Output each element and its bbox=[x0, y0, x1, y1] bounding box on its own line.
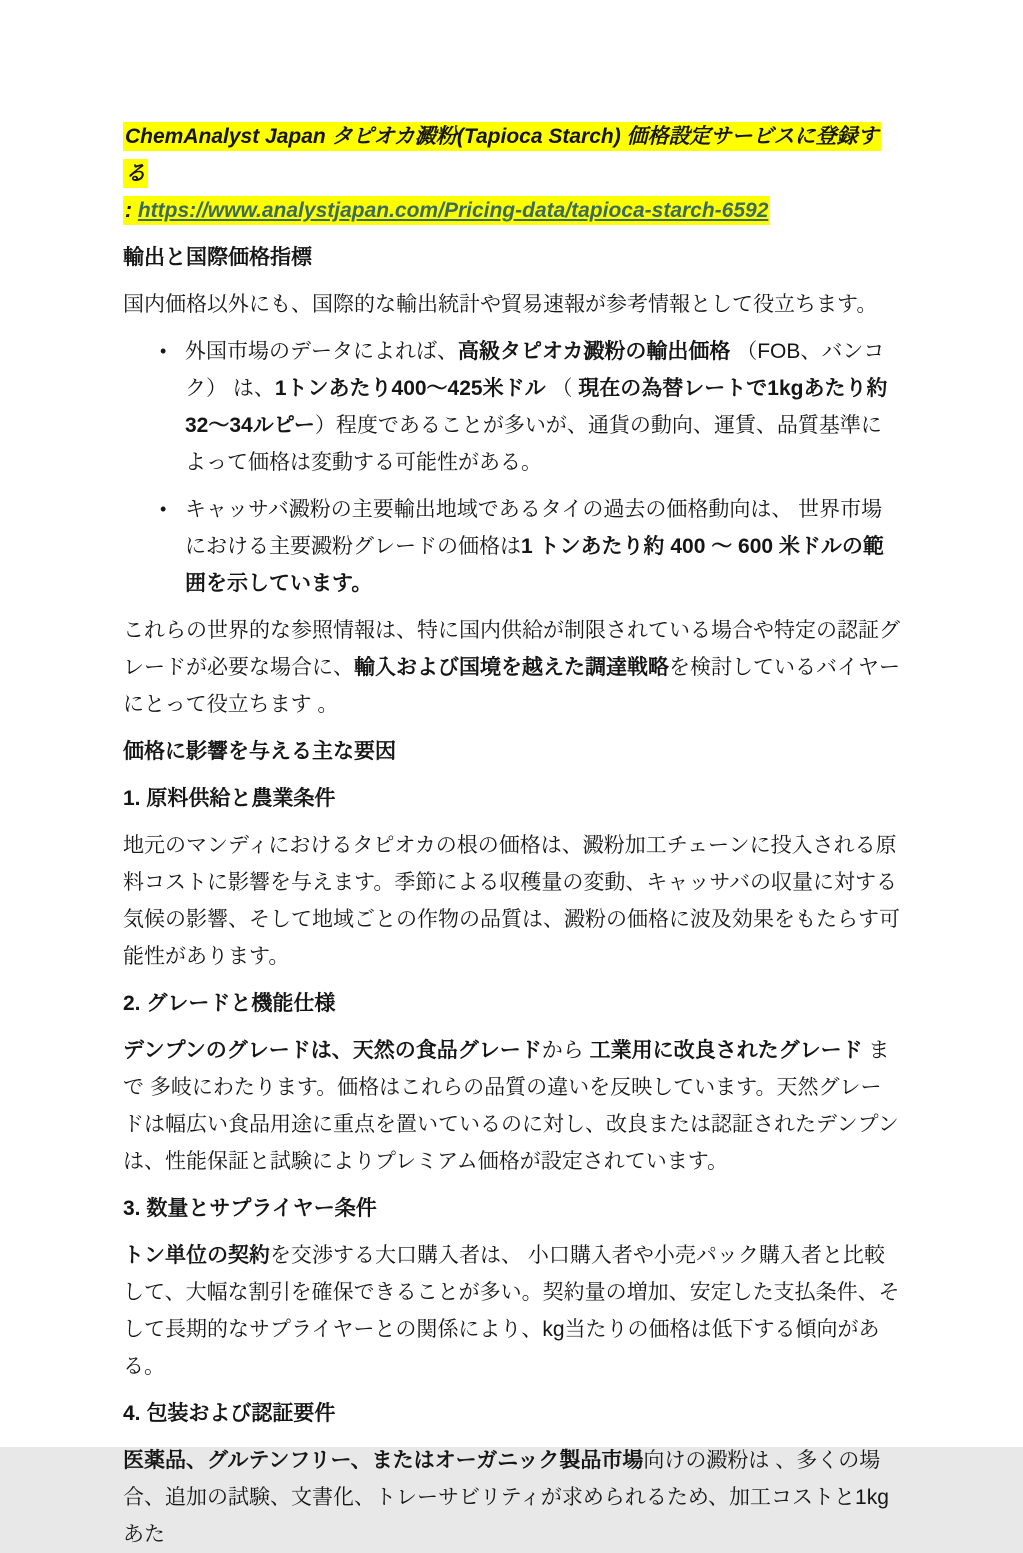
text-run: から bbox=[541, 1039, 590, 1062]
title-text: ChemAnalyst Japan タピオカ澱粉(Tapioca Starch) 価格設定サービスに登録する bbox=[125, 125, 879, 185]
heading-factor-1: 1. 原料供給と農業条件 bbox=[123, 787, 336, 810]
text-run-bold: 1 トンあたり約 400 ～ 600 米ドルの範囲を示しています。 bbox=[185, 535, 884, 595]
intro-paragraph: 国内価格以外にも、国際的な輸出統計や貿易速報が参考情報として役立ちます。 bbox=[123, 293, 878, 316]
text-run-bold: トン単位の契約 bbox=[123, 1244, 270, 1267]
heading-price-factors: 価格に影響を与える主な要因 bbox=[123, 740, 396, 763]
factor-3-paragraph bbox=[123, 1237, 900, 1385]
bullet-item-thailand-trend bbox=[123, 491, 900, 602]
text-run: を検討しているバイヤーにとって役立ちます 。 bbox=[123, 656, 900, 716]
bullet-list bbox=[123, 333, 900, 602]
title-highlight-line-1 bbox=[123, 122, 881, 188]
text-run-bold: 現在の為替レートで1kgあたり約32～34ルピー bbox=[185, 377, 888, 437]
text-run-bold: 工業用に改良されたグレード bbox=[589, 1039, 863, 1062]
text-run-bold: 輸入および国境を越えた調達戦略 bbox=[354, 656, 669, 679]
factor-4-paragraph bbox=[123, 1442, 900, 1553]
factor-2-paragraph bbox=[123, 1032, 900, 1180]
global-note-paragraph bbox=[123, 612, 900, 723]
factor-1-paragraph: 地元のマンディにおけるタピオカの根の価格は、澱粉加工チェーンに投入される原料コストに影響を与えます。季節による収穫量の変動、キャッサバの収量に対する気候の影響、そして地域ごとの作物の品質は、澱粉の価格に波及効果をもたらす可能性があります。 bbox=[123, 834, 900, 968]
heading-factor-2: 2. グレードと機能仕様 bbox=[123, 992, 336, 1015]
link-prefix: : bbox=[125, 199, 138, 222]
document-title bbox=[123, 118, 900, 229]
text-run: キャッサバ澱粉の主要輸出地域であるタイの過去の価格動向は、 世界市場における主要澱粉グレードの価格は bbox=[185, 498, 883, 558]
heading-factor-4: 4. 包装および認証要件 bbox=[123, 1402, 336, 1425]
text-run: まで 多岐にわたります。価格はこれらの品質の違いを反映しています。天然グレードは幅広い食品用途に重点を置いているのに対し、改良または認証されたデンプンは、性能保証と試験によりプレミアム価格が設定されています。 bbox=[123, 1039, 899, 1173]
text-run-bold: デンプンのグレードは、天然の食品グレード bbox=[123, 1039, 542, 1062]
bullet-item-export-price bbox=[123, 333, 900, 481]
text-run: 向けの澱粉は 、多くの場合、追加の試験、文書化、トレーサビリティが求められるため、加工コストと1kgあた bbox=[123, 1449, 889, 1546]
text-run: 外国市場のデータによれば、 bbox=[185, 340, 458, 363]
heading-factor-3: 3. 数量とサプライヤー条件 bbox=[123, 1197, 377, 1220]
text-run-bold: 高級タピオカ澱粉の輸出価格 bbox=[458, 340, 731, 363]
text-run-bold: 1トンあたり400～425米ドル bbox=[274, 377, 546, 400]
title-highlight-line-2 bbox=[123, 196, 770, 225]
text-run: ）程度であることが多いが、通貨の動向、運賃、品質基準によって価格は変動する可能性がある。 bbox=[185, 414, 882, 474]
heading-export-indicators: 輸出と国際価格指標 bbox=[123, 246, 312, 269]
pricing-page-link[interactable]: https://www.analystjapan.com/Pricing-data/tapioca-starch-6592 bbox=[137, 199, 769, 222]
text-run: （FOB、バンコク） は、 bbox=[185, 340, 885, 400]
text-run-bold: 医薬品、グルテンフリー、またはオーガニック製品市場 bbox=[123, 1449, 644, 1472]
text-run: を交渉する大口購入者は、 小口購入者や小売パック購入者と比較して、大幅な割引を確保できることが多い。契約量の増加、安定した支払条件、そして長期的なサプライヤーとの関係により、kg当たりの価格は低下する傾向がある。 bbox=[123, 1244, 900, 1378]
text-run: （ bbox=[545, 377, 579, 400]
text-run: これらの世界的な参照情報は、特に国内供給が制限されている場合や特定の認証グレードが必要な場合に、 bbox=[123, 619, 900, 679]
